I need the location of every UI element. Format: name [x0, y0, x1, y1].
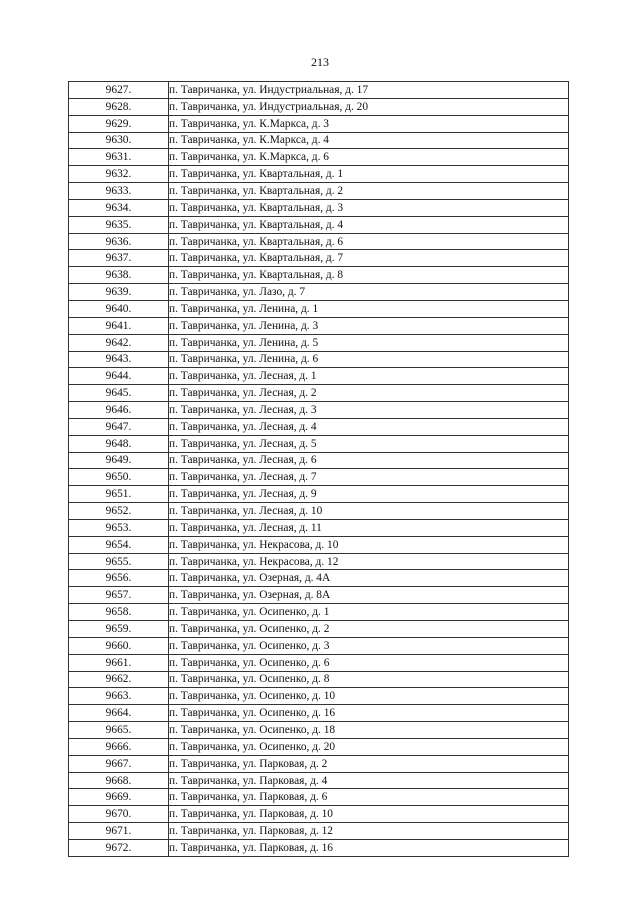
table-row — [69, 772, 569, 789]
row-address: п. Тавричанка, ул. Индустриальная, д. 20 — [169, 98, 569, 115]
table-row — [69, 368, 569, 385]
row-address: п. Тавричанка, ул. Лесная, д. 9 — [169, 486, 569, 503]
table-row — [69, 519, 569, 536]
row-number: 9671. — [69, 823, 169, 840]
table-row — [69, 604, 569, 621]
address-table — [68, 81, 569, 857]
row-address: п. Тавричанка, ул. Лесная, д. 10 — [169, 503, 569, 520]
row-address: п. Тавричанка, ул. Квартальная, д. 1 — [169, 166, 569, 183]
row-address: п. Тавричанка, ул. Озерная, д. 4А — [169, 570, 569, 587]
row-address: п. Тавричанка, ул. Осипенко, д. 8 — [169, 671, 569, 688]
table-row — [69, 216, 569, 233]
row-address: п. Тавричанка, ул. Осипенко, д. 2 — [169, 621, 569, 638]
row-address: п. Тавричанка, ул. Осипенко, д. 10 — [169, 688, 569, 705]
table-row — [69, 166, 569, 183]
table-row — [69, 570, 569, 587]
row-address: п. Тавричанка, ул. Озерная, д. 8А — [169, 587, 569, 604]
table-row — [69, 233, 569, 250]
table-row — [69, 452, 569, 469]
row-address: п. Тавричанка, ул. Осипенко, д. 6 — [169, 654, 569, 671]
table-row — [69, 823, 569, 840]
row-address: п. Тавричанка, ул. Лесная, д. 2 — [169, 385, 569, 402]
table-row — [69, 469, 569, 486]
table-row — [69, 284, 569, 301]
row-number: 9635. — [69, 216, 169, 233]
row-number: 9662. — [69, 671, 169, 688]
row-address: п. Тавричанка, ул. Некрасова, д. 10 — [169, 536, 569, 553]
table-row — [69, 705, 569, 722]
table-row — [69, 351, 569, 368]
table-row — [69, 637, 569, 654]
row-address: п. Тавричанка, ул. Ленина, д. 1 — [169, 300, 569, 317]
table-row — [69, 300, 569, 317]
row-number: 9664. — [69, 705, 169, 722]
row-address: п. Тавричанка, ул. Парковая, д. 6 — [169, 789, 569, 806]
row-number: 9660. — [69, 637, 169, 654]
row-number: 9651. — [69, 486, 169, 503]
row-number: 9661. — [69, 654, 169, 671]
table-row — [69, 435, 569, 452]
row-number: 9630. — [69, 132, 169, 149]
row-number: 9646. — [69, 402, 169, 419]
table-row — [69, 98, 569, 115]
table-row — [69, 789, 569, 806]
table-row — [69, 317, 569, 334]
table-row — [69, 587, 569, 604]
row-address: п. Тавричанка, ул. Лесная, д. 1 — [169, 368, 569, 385]
row-address: п. Тавричанка, ул. Осипенко, д. 3 — [169, 637, 569, 654]
table-row — [69, 385, 569, 402]
row-number: 9665. — [69, 722, 169, 739]
row-number: 9657. — [69, 587, 169, 604]
row-address: п. Тавричанка, ул. Лесная, д. 3 — [169, 402, 569, 419]
table-row — [69, 402, 569, 419]
row-number: 9669. — [69, 789, 169, 806]
row-address: п. Тавричанка, ул. К.Маркса, д. 6 — [169, 149, 569, 166]
row-number: 9637. — [69, 250, 169, 267]
table-row — [69, 536, 569, 553]
table-row — [69, 334, 569, 351]
row-address: п. Тавричанка, ул. Парковая, д. 4 — [169, 772, 569, 789]
row-address: п. Тавричанка, ул. Квартальная, д. 3 — [169, 199, 569, 216]
row-address: п. Тавричанка, ул. К.Маркса, д. 4 — [169, 132, 569, 149]
row-number: 9663. — [69, 688, 169, 705]
row-number: 9628. — [69, 98, 169, 115]
table-row — [69, 199, 569, 216]
table-row — [69, 654, 569, 671]
row-address: п. Тавричанка, ул. Квартальная, д. 7 — [169, 250, 569, 267]
row-number: 9666. — [69, 738, 169, 755]
row-address: п. Тавричанка, ул. Лесная, д. 4 — [169, 418, 569, 435]
row-number: 9647. — [69, 418, 169, 435]
row-number: 9649. — [69, 452, 169, 469]
table-row — [69, 267, 569, 284]
table-row — [69, 722, 569, 739]
row-address: п. Тавричанка, ул. Лесная, д. 5 — [169, 435, 569, 452]
row-number: 9658. — [69, 604, 169, 621]
row-number: 9639. — [69, 284, 169, 301]
row-address: п. Тавричанка, ул. Осипенко, д. 1 — [169, 604, 569, 621]
row-number: 9655. — [69, 553, 169, 570]
row-address: п. Тавричанка, ул. Осипенко, д. 16 — [169, 705, 569, 722]
row-address: п. Тавричанка, ул. Квартальная, д. 6 — [169, 233, 569, 250]
table-row — [69, 82, 569, 99]
table-row — [69, 132, 569, 149]
row-number: 9659. — [69, 621, 169, 638]
row-address: п. Тавричанка, ул. Осипенко, д. 18 — [169, 722, 569, 739]
table-row — [69, 503, 569, 520]
row-address: п. Тавричанка, ул. Парковая, д. 10 — [169, 806, 569, 823]
row-address: п. Тавричанка, ул. Квартальная, д. 2 — [169, 183, 569, 200]
row-number: 9636. — [69, 233, 169, 250]
row-address: п. Тавричанка, ул. Квартальная, д. 8 — [169, 267, 569, 284]
row-address: п. Тавричанка, ул. Осипенко, д. 20 — [169, 738, 569, 755]
row-number: 9653. — [69, 519, 169, 536]
table-row — [69, 115, 569, 132]
row-number: 9640. — [69, 300, 169, 317]
table-row — [69, 621, 569, 638]
row-address: п. Тавричанка, ул. Лесная, д. 7 — [169, 469, 569, 486]
row-number: 9648. — [69, 435, 169, 452]
row-number: 9627. — [69, 82, 169, 99]
row-number: 9641. — [69, 317, 169, 334]
table-row — [69, 671, 569, 688]
table-row — [69, 738, 569, 755]
table-row — [69, 183, 569, 200]
table-row — [69, 149, 569, 166]
row-number: 9656. — [69, 570, 169, 587]
row-number: 9633. — [69, 183, 169, 200]
row-number: 9667. — [69, 755, 169, 772]
row-number: 9645. — [69, 385, 169, 402]
table-row — [69, 755, 569, 772]
row-address: п. Тавричанка, ул. Парковая, д. 12 — [169, 823, 569, 840]
table-row — [69, 486, 569, 503]
table-row — [69, 806, 569, 823]
row-address: п. Тавричанка, ул. Лазо, д. 7 — [169, 284, 569, 301]
table-row — [69, 418, 569, 435]
row-number: 9632. — [69, 166, 169, 183]
row-number: 9672. — [69, 839, 169, 856]
address-table-body — [69, 82, 569, 857]
row-number: 9642. — [69, 334, 169, 351]
row-address: п. Тавричанка, ул. Индустриальная, д. 17 — [169, 82, 569, 99]
row-number: 9654. — [69, 536, 169, 553]
row-address: п. Тавричанка, ул. Ленина, д. 3 — [169, 317, 569, 334]
row-number: 9668. — [69, 772, 169, 789]
row-number: 9638. — [69, 267, 169, 284]
row-address: п. Тавричанка, ул. Ленина, д. 5 — [169, 334, 569, 351]
row-number: 9629. — [69, 115, 169, 132]
row-number: 9670. — [69, 806, 169, 823]
row-number: 9643. — [69, 351, 169, 368]
row-address: п. Тавричанка, ул. Ленина, д. 6 — [169, 351, 569, 368]
row-address: п. Тавричанка, ул. Парковая, д. 2 — [169, 755, 569, 772]
table-row — [69, 250, 569, 267]
row-number: 9634. — [69, 199, 169, 216]
row-address: п. Тавричанка, ул. К.Маркса, д. 3 — [169, 115, 569, 132]
page-number: 213 — [311, 55, 329, 69]
row-number: 9631. — [69, 149, 169, 166]
row-number: 9650. — [69, 469, 169, 486]
row-number: 9652. — [69, 503, 169, 520]
row-address: п. Тавричанка, ул. Лесная, д. 6 — [169, 452, 569, 469]
table-row — [69, 553, 569, 570]
row-number: 9644. — [69, 368, 169, 385]
row-address: п. Тавричанка, ул. Парковая, д. 16 — [169, 839, 569, 856]
table-row — [69, 688, 569, 705]
row-address: п. Тавричанка, ул. Некрасова, д. 12 — [169, 553, 569, 570]
row-address: п. Тавричанка, ул. Квартальная, д. 4 — [169, 216, 569, 233]
row-address: п. Тавричанка, ул. Лесная, д. 11 — [169, 519, 569, 536]
table-row — [69, 839, 569, 856]
